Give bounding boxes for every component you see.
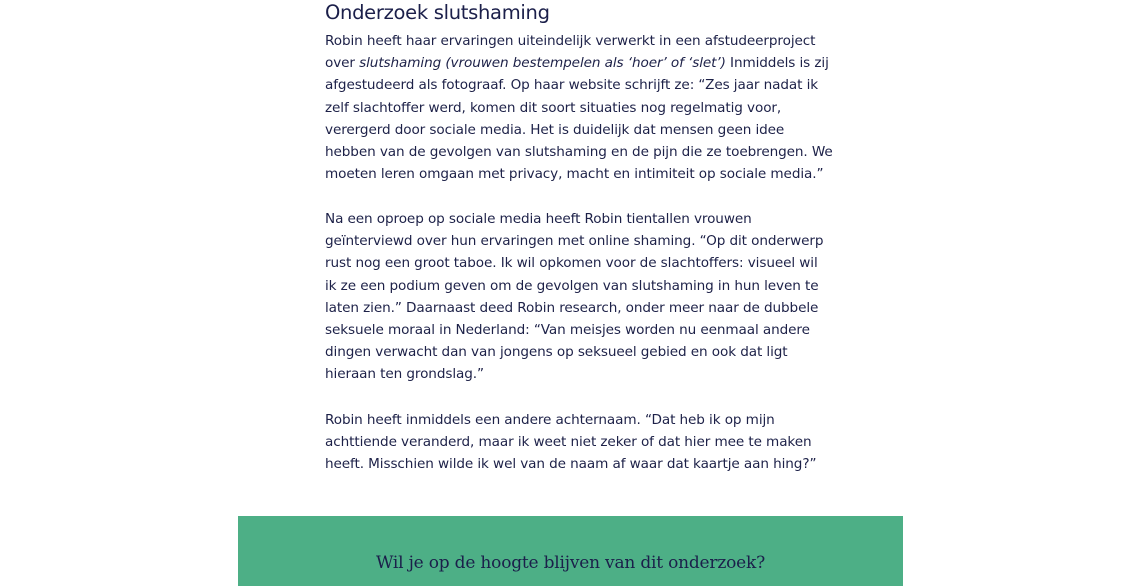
paragraph-line: hieraan ten grondslag.” <box>325 366 484 383</box>
paragraph-line <box>325 52 829 74</box>
newsletter-title: Wil je op de hoogte blijven van dit onderzoek? <box>375 553 766 573</box>
line-suffix: Inmiddels is zij <box>725 55 829 72</box>
paragraph-line: Na een oproep op sociale media heeft Robin tientallen vrouwen <box>325 211 752 227</box>
paragraph-3 <box>325 409 825 476</box>
newsletter-signup-block <box>238 516 903 586</box>
paragraph-1 <box>325 30 833 185</box>
italic-definition: slutshaming (vrouwen bestempelen als ‘hoer’ of ‘slet’) <box>359 55 726 72</box>
paragraph-2 <box>325 208 825 386</box>
paragraph-line: rust nog een groot taboe. Ik wil opkomen voor de slachtoffers: visueel wil <box>325 255 818 272</box>
paragraph-line: hebben van de gevolgen van slutshaming en de pijn die ze toebrengen. We <box>325 144 833 161</box>
paragraph-line: moeten leren omgaan met privacy, macht en intimiteit op sociale media.” <box>325 166 824 183</box>
paragraph-line: Robin heeft haar ervaringen uiteindelijk verwerkt in een afstudeerproject <box>325 33 816 49</box>
line-prefix: over <box>325 55 360 72</box>
paragraph-line: afgestudeerd als fotograaf. Op haar website schrijft ze: “Zes jaar nadat ik <box>325 77 819 94</box>
paragraph-line: dingen verwacht dan van jongens op seksueel gebied en ook dat ligt <box>325 344 788 361</box>
paragraph-line: achttiende veranderd, maar ik weet niet zeker of dat hier mee te maken <box>325 434 812 451</box>
paragraph-line: seksuele moraal in Nederland: “Van meisjes worden nu eenmaal andere <box>325 322 810 339</box>
section-heading: Onderzoek slutshaming <box>325 1 550 24</box>
article-body <box>325 0 833 473</box>
paragraph-line: geïnterviewd over hun ervaringen met online shaming. “Op dit onderwerp <box>325 233 824 250</box>
paragraph-line: verergerd door sociale media. Het is duidelijk dat mensen geen idee <box>325 121 785 138</box>
paragraph-line: heeft. Misschien wilde ik wel van de naam af waar dat kaartje aan hing?” <box>325 456 817 473</box>
paragraph-line: zelf slachtoffer werd, komen dit soort situaties nog regelmatig voor, <box>325 99 782 116</box>
paragraph-line: Robin heeft inmiddels een andere achternaam. “Dat heb ik op mijn <box>325 412 775 428</box>
paragraph-line: laten zien.” Daarnaast deed Robin research, onder meer naar de dubbele <box>325 299 819 316</box>
paragraph-line: ik ze een podium geven om de gevolgen van slutshaming in hun leven te <box>325 277 819 294</box>
